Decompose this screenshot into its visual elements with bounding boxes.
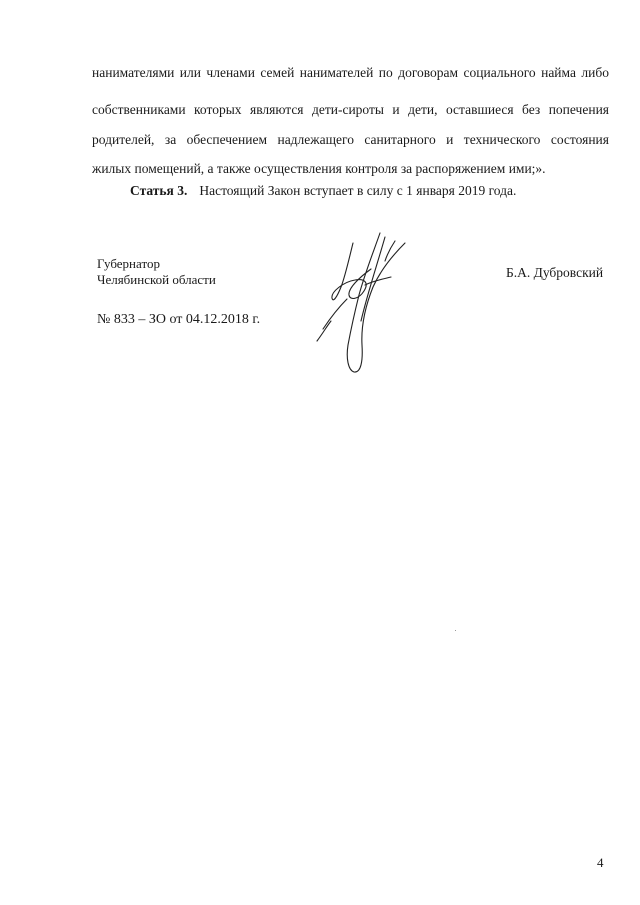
- scan-speck: [455, 630, 456, 631]
- page-number: 4: [597, 855, 604, 870]
- body-line-4: жилых помещений, а также осуществления контроля за распоряжением ими;».: [92, 161, 546, 176]
- body-line-2: собственниками которых являются дети-сироты и дети, оставшиеся без попечения: [92, 102, 609, 117]
- signatory-name: Б.А. Дубровский: [506, 265, 604, 280]
- governor-title-line2: Челябинской области: [97, 272, 216, 287]
- law-number: № 833 – ЗО от 04.12.2018 г.: [97, 312, 261, 327]
- governor-title-line1: Губернатор: [97, 256, 160, 271]
- body-line-3: родителей, за обеспечением надлежащего санитарного и технического состояния: [92, 132, 609, 147]
- body-line-1: нанимателями или членами семей нанимателей по договорам социального найма либо: [92, 65, 609, 80]
- article-3: [130, 182, 516, 200]
- handwritten-signature: [305, 225, 415, 380]
- article-label: Статья 3.: [130, 183, 188, 198]
- article-text: Настоящий Закон вступает в силу с 1 января 2019 года.: [199, 183, 517, 198]
- governor-title: [97, 256, 216, 288]
